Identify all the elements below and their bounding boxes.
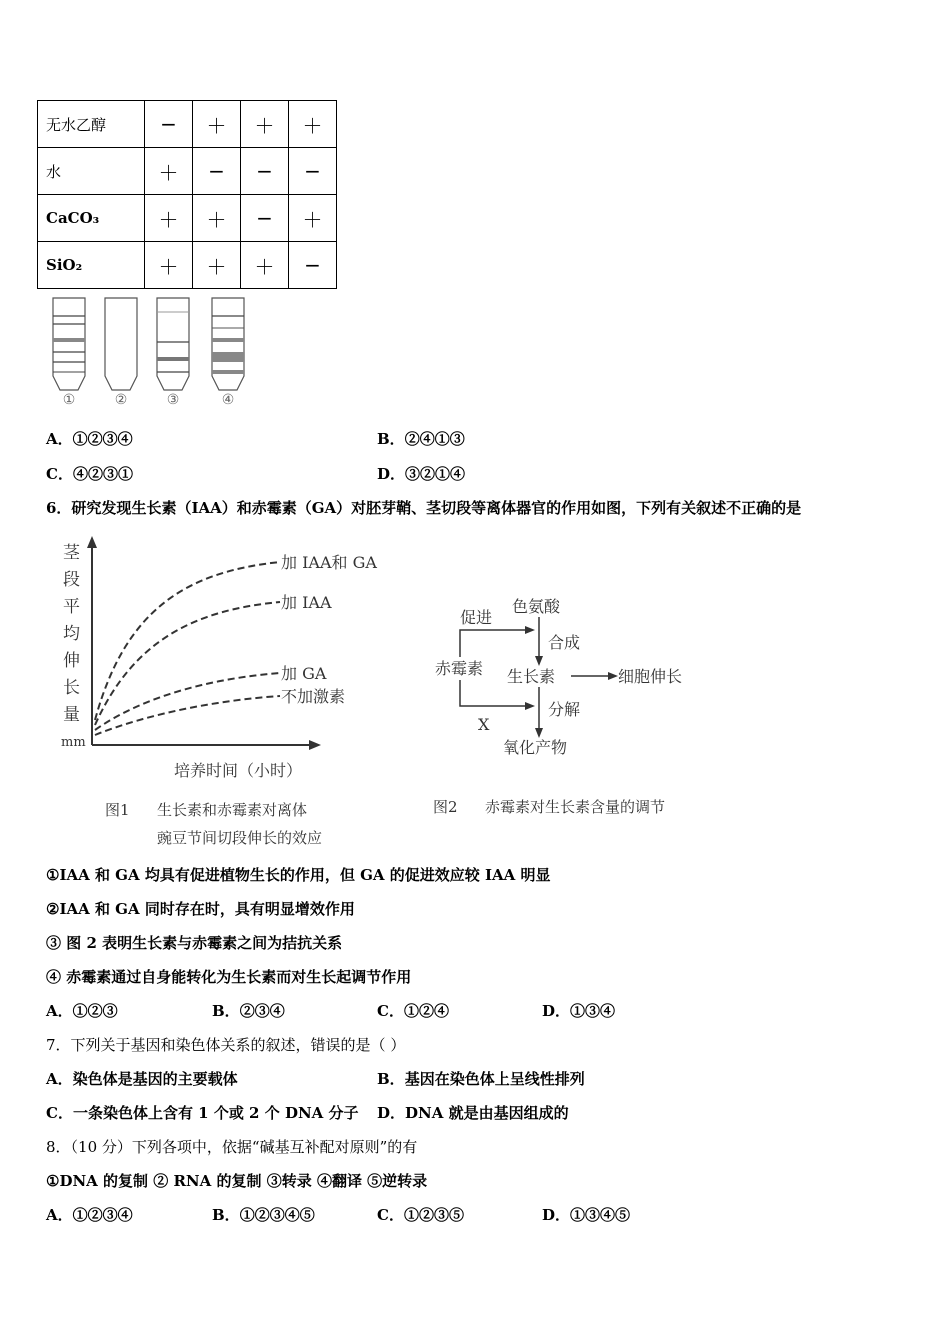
q8-stem: 8．（10 分）下列各项中，依据“碱基互补配对原则”的有 — [46, 1138, 418, 1156]
label-gibberellin: 赤霉素 — [435, 659, 484, 678]
reagent-cell: ＋ — [289, 195, 337, 242]
y-label-char-7: 量 — [63, 705, 80, 725]
tube-2 — [105, 298, 137, 390]
label-tryptophan: 色氨酸 — [512, 597, 561, 616]
q5-option-b[interactable]: B．②④①③ — [377, 430, 465, 448]
reagent-cell: ＋ — [193, 101, 241, 148]
reagent-cell: − — [241, 195, 289, 242]
reagent-cell: ＋ — [193, 242, 241, 289]
q5-option-c[interactable]: C．④②③① — [46, 465, 133, 483]
label-synthesis: 合成 — [548, 633, 581, 652]
chromatography-tubes — [45, 294, 260, 410]
q7-option-d[interactable]: D．DNA 就是由基因组成的 — [377, 1104, 569, 1122]
q6-option-d[interactable]: D．①③④ — [542, 1002, 616, 1020]
reagent-label: 无水乙醇 — [38, 101, 145, 148]
reagent-row — [38, 101, 337, 148]
y-label-char-2: 段 — [63, 570, 80, 590]
reagent-cell: − — [289, 242, 337, 289]
figure-1-number: 图1 — [105, 801, 130, 819]
reagent-cell: ＋ — [145, 148, 193, 195]
q8-option-d[interactable]: D．①③④⑤ — [542, 1206, 631, 1224]
label-decompose: 分解 — [548, 700, 581, 719]
curve-ga — [95, 673, 280, 730]
y-label-char-1: 茎 — [63, 543, 80, 563]
reagent-cell: − — [289, 148, 337, 195]
q5-option-a[interactable]: A．①②③④ — [46, 430, 133, 448]
q8-option-b[interactable]: B．①②③④⑤ — [212, 1206, 315, 1224]
tube-4 — [212, 298, 244, 390]
arrow-promote — [460, 630, 530, 657]
x-axis-label: 培养时间（小时） — [174, 761, 303, 780]
curve-no-hormone — [95, 696, 280, 735]
tube-label-3: ③ — [166, 392, 180, 408]
reagent-row — [38, 242, 337, 289]
figure-2-regulation-diagram — [425, 590, 715, 825]
reagent-cell: − — [241, 148, 289, 195]
y-label-char-3: 平 — [63, 597, 80, 617]
reagent-table — [37, 100, 337, 289]
curve-iaa-and-ga — [95, 562, 280, 720]
figure-1-caption-line1: 生长素和赤霉素对离体 — [157, 801, 308, 819]
reagent-label: CaCO₃ — [38, 195, 145, 242]
reagent-cell: ＋ — [241, 242, 289, 289]
reagent-row — [38, 148, 337, 195]
curve-label-iaa-and-ga: 加 IAA和 GA — [281, 553, 377, 572]
curve-label-no-hormone: 不加激素 — [281, 687, 346, 706]
q7-option-a[interactable]: A．染色体是基因的主要载体 — [46, 1070, 238, 1088]
tube-label-1: ① — [62, 392, 76, 408]
reagent-label: 水 — [38, 148, 145, 195]
curve-label-iaa: 加 IAA — [281, 593, 332, 612]
reagent-cell: ＋ — [145, 242, 193, 289]
q6-statement-4: ④ 赤霉素通过自身能转化为生长素而对生长起调节作用 — [46, 968, 412, 986]
q6-option-b[interactable]: B．②③④ — [212, 1002, 285, 1020]
q8-items: ①DNA 的复制 ② RNA 的复制 ③转录 ④翻译 ⑤逆转录 — [46, 1172, 428, 1190]
q7-stem: 7．下列关于基因和染色体关系的叙述，错误的是（ ） — [46, 1036, 406, 1054]
reagent-cell: ＋ — [289, 101, 337, 148]
reagent-cell: ＋ — [145, 195, 193, 242]
tube-label-4: ④ — [221, 392, 235, 408]
label-cell-elongation: 细胞伸长 — [618, 667, 683, 686]
label-x: X — [478, 715, 490, 734]
q7-option-b[interactable]: B．基因在染色体上呈线性排列 — [377, 1070, 585, 1088]
y-label-char-6: 长 — [63, 678, 80, 698]
figure-1-growth-chart — [55, 530, 400, 850]
q6-stem: 6．研究发现生长素（IAA）和赤霉素（GA）对胚芽鞘、茎切段等离体器官的作用如图，下列有关叙述不正确的是 — [46, 499, 802, 517]
q6-statement-3: ③ 图 2 表明生长素与赤霉素之间为拮抗关系 — [46, 934, 343, 952]
q6-statement-1: ①IAA 和 GA 均具有促进植物生长的作用，但 GA 的促进效应较 IAA 明显 — [46, 866, 551, 884]
figure-2-caption: 赤霉素对生长素含量的调节 — [485, 798, 666, 816]
figure-1-caption-line2: 豌豆节间切段伸长的效应 — [157, 829, 323, 847]
q6-option-a[interactable]: A．①②③ — [46, 1002, 118, 1020]
y-label-char-4: 均 — [63, 624, 80, 644]
label-auxin: 生长素 — [507, 667, 556, 686]
curve-iaa — [95, 602, 280, 725]
reagent-cell: − — [193, 148, 241, 195]
q8-option-c[interactable]: C．①②③⑤ — [377, 1206, 464, 1224]
q7-option-c[interactable]: C．一条染色体上含有 1 个或 2 个 DNA 分子 — [46, 1104, 359, 1122]
tube-label-2: ② — [114, 392, 128, 408]
q5-option-d[interactable]: D．③②①④ — [377, 465, 466, 483]
curve-label-ga: 加 GA — [281, 664, 327, 683]
q6-statement-2: ②IAA 和 GA 同时存在时，具有明显增效作用 — [46, 900, 355, 918]
reagent-label: SiO₂ — [38, 242, 145, 289]
label-promote: 促进 — [460, 608, 493, 627]
reagent-cell: ＋ — [193, 195, 241, 242]
tube-1 — [53, 298, 85, 390]
y-label-char-5: 伸 — [63, 651, 80, 671]
tube-3 — [157, 298, 189, 390]
y-unit: mm — [61, 735, 86, 750]
q8-option-a[interactable]: A．①②③④ — [46, 1206, 133, 1224]
reagent-cell: − — [145, 101, 193, 148]
label-oxidation-product: 氧化产物 — [503, 738, 568, 757]
figure-2-number: 图2 — [433, 798, 458, 816]
reagent-cell: ＋ — [241, 101, 289, 148]
reagent-row — [38, 195, 337, 242]
q6-option-c[interactable]: C．①②④ — [377, 1002, 449, 1020]
